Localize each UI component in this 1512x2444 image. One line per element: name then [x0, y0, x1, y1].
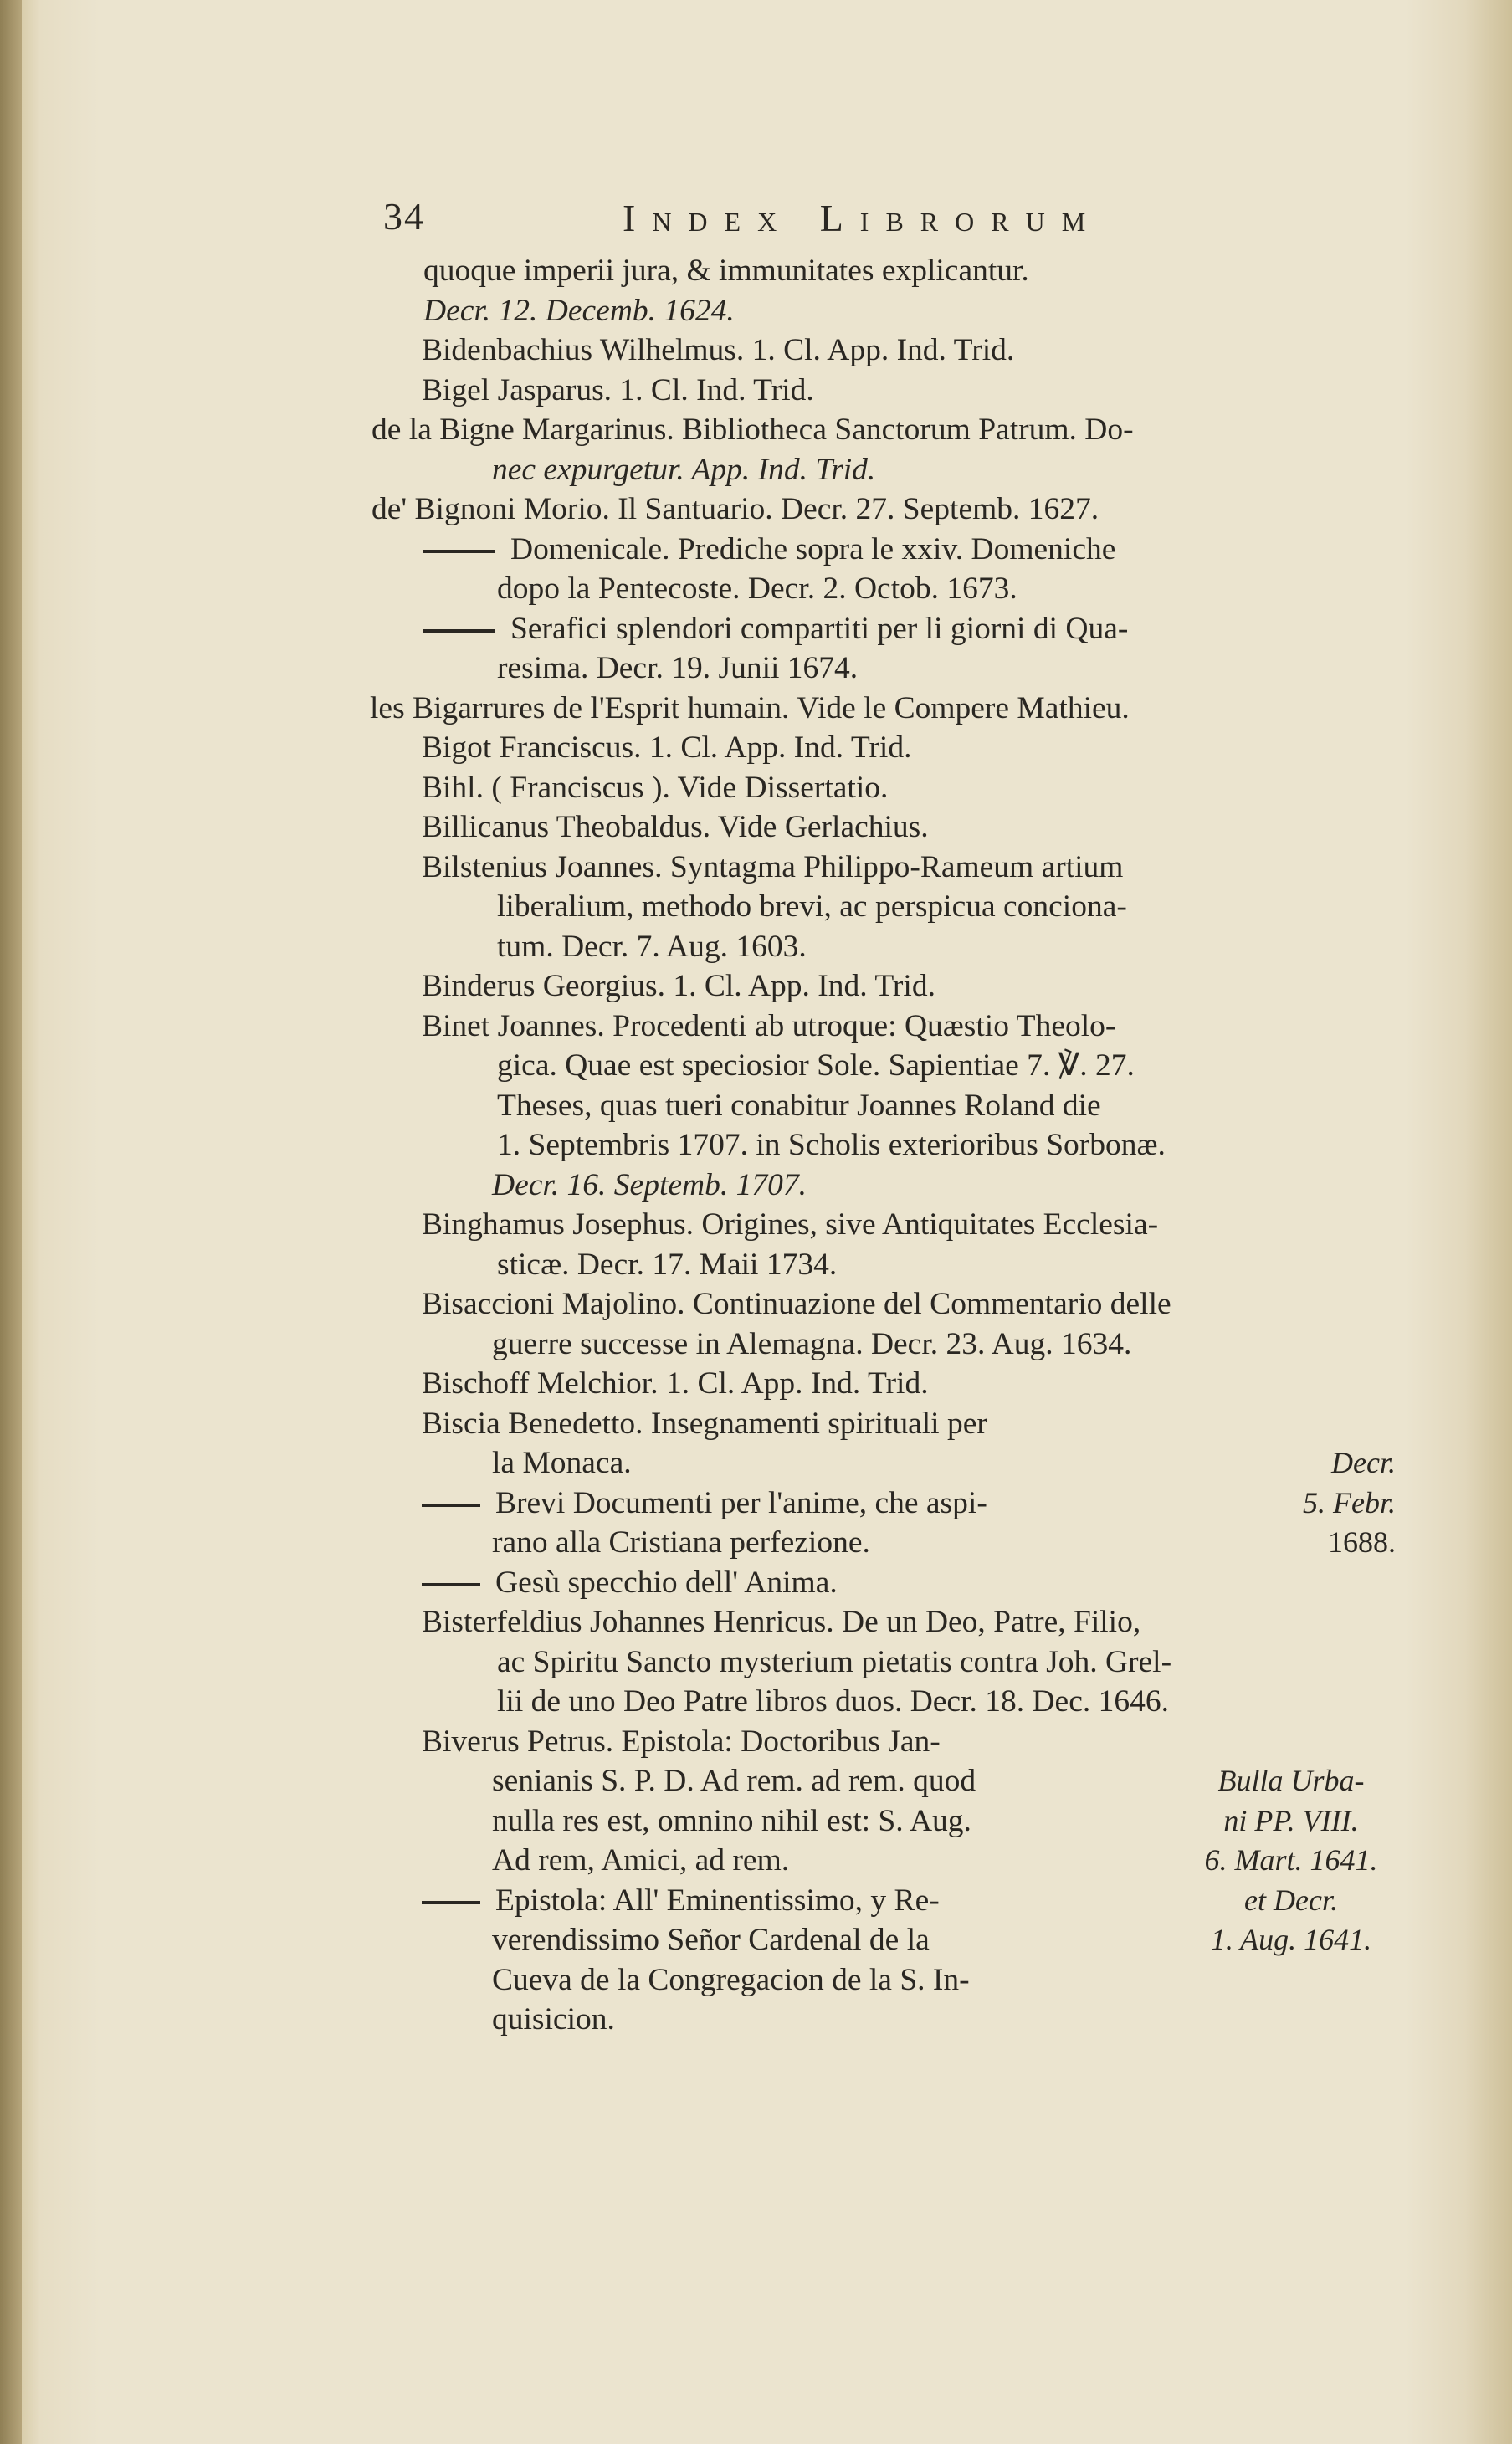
entry-line: Binghamus Josephus. Origines, sive Antiquitates Ecclesia- [422, 1207, 1159, 1242]
entry-line: Binderus Georgius. 1. Cl. App. Ind. Trid. [422, 969, 935, 1003]
page-number: 34 [383, 195, 425, 238]
entry-line: Binet Joannes. Procedenti ab utroque: Quæstio Theolo- [422, 1008, 1116, 1043]
entry-line [383, 530, 1396, 570]
decree-line: Bulla Urba- [1217, 1764, 1365, 1797]
entry-line: 1. Septembris 1707. in Scholis exterioribus Sorbonæ. [497, 1128, 1166, 1162]
entry-line: la Monaca. [492, 1446, 632, 1480]
ditto-rule [423, 550, 495, 553]
entry-line: les Bigarrures de l'Esprit humain. Vide le Compere Mathieu. [370, 690, 1130, 725]
entry-line: Bilstenius Joannes. Syntagma Philippo-Rameum artium [422, 849, 1124, 884]
entry-line: de la Bigne Margarinus. Bibliotheca Sanctorum Patrum. Do- [372, 412, 1134, 447]
entry-line: Cueva de la Congregacion de la S. In- [492, 1962, 970, 1997]
ditto-rule [423, 629, 495, 633]
decree-line: 5. Febr. [1303, 1485, 1396, 1519]
entry-line [383, 1563, 1187, 1603]
entry-line: gica. Quae est speciosior Sole. Sapientiae 7. ℣. 27. [497, 1048, 1135, 1083]
entry-line [383, 1483, 1187, 1524]
entry-line: verendissimo Señor Cardenal de la [492, 1923, 930, 1957]
running-header [383, 194, 1396, 244]
decree-line [1187, 2000, 1396, 2040]
biverus-works [383, 1722, 1187, 2040]
entry-line: lii de uno Deo Patre libros duos. Decr. 18. Dec. 1646. [497, 1684, 1169, 1719]
ditto-rule [422, 1583, 480, 1586]
decree-line: 1688. [1328, 1525, 1396, 1559]
entry-line: Decr. 12. Decemb. 1624. [423, 293, 735, 328]
decree-line [1187, 1404, 1396, 1444]
entry-line: rano alla Cristiana perfezione. [492, 1525, 870, 1560]
entry-line: Ad rem, Amici, ad rem. [492, 1843, 790, 1878]
entry-line: Theses, quas tueri conabitur Joannes Roland die [497, 1088, 1101, 1123]
decree-line: ni PP. VIII. [1223, 1803, 1359, 1837]
decree-line [1187, 1960, 1396, 2001]
entry-line: Bigel Jasparus. 1. Cl. Ind. Trid. [422, 372, 814, 407]
entry-line: Bisterfeldius Johannes Henricus. De un Deo, Patre, Filio, [422, 1605, 1141, 1639]
page-title: Index Librorum [623, 197, 1103, 239]
entry-text: Serafici splendori compartiti per li giorni di Qua- [510, 611, 1129, 646]
biscia-works [383, 1404, 1187, 1603]
decree-line [1187, 1563, 1396, 1603]
entry-line: Bigot Franciscus. 1. Cl. App. Ind. Trid. [422, 730, 912, 765]
biscia-decree [1187, 1404, 1396, 1603]
index-entries [370, 251, 1396, 2040]
entry-line [383, 1881, 1187, 1921]
entry-line: Bischoff Melchior. 1. Cl. App. Ind. Trid. [422, 1366, 929, 1401]
biverus-group [383, 1722, 1396, 2040]
entry-line: ac Spiritu Sancto mysterium pietatis contra Joh. Grel- [497, 1644, 1172, 1679]
biscia-group [383, 1404, 1396, 1603]
entry-line: Biscia Benedetto. Insegnamenti spirituali per [422, 1406, 987, 1441]
entry-line: sticæ. Decr. 17. Maii 1734. [497, 1247, 838, 1282]
ditto-rule [422, 1504, 480, 1507]
ditto-rule [422, 1901, 480, 1904]
entry-line: quoque imperii jura, & immunitates explicantur. [423, 254, 1029, 288]
entry-line: dopo la Pentecoste. Decr. 2. Octob. 1673. [497, 571, 1017, 606]
entry-line: de' Bignoni Morio. Il Santuario. Decr. 27. Septemb. 1627. [372, 492, 1099, 526]
decree-line: Decr. [1331, 1446, 1396, 1479]
entry-text: Brevi Documenti per l'anime, che aspi- [495, 1485, 987, 1520]
entry-line: guerre successe in Alemagna. Decr. 23. Aug. 1634. [492, 1326, 1132, 1361]
decree-line: 6. Mart. 1641. [1204, 1843, 1378, 1877]
entry-line: nec expurgetur. App. Ind. Trid. [492, 452, 876, 487]
entry-line: senianis S. P. D. Ad rem. ad rem. quod [492, 1764, 976, 1798]
entry-line: liberalium, methodo brevi, ac perspicua conciona- [497, 889, 1127, 924]
entry-line: quisicion. [492, 2002, 615, 2037]
entry-line: resima. Decr. 19. Junii 1674. [497, 651, 859, 685]
decree-line: 1. Aug. 1641. [1210, 1923, 1372, 1956]
book-gutter [0, 0, 22, 2444]
entry-line: Bihl. ( Franciscus ). Vide Dissertatio. [422, 770, 889, 805]
entry-line: Decr. 16. Septemb. 1707. [492, 1167, 807, 1202]
entry-line: Billicanus Theobaldus. Vide Gerlachius. [422, 810, 929, 844]
entry-line: Bidenbachius Wilhelmus. 1. Cl. App. Ind. Trid. [422, 333, 1015, 367]
decree-line [1187, 1722, 1396, 1762]
entry-text: Domenicale. Prediche sopra le xxiv. Domeniche [510, 531, 1116, 566]
entry-text: Gesù specchio dell' Anima. [495, 1565, 838, 1600]
biverus-decree [1187, 1722, 1396, 2040]
entry-line: Biverus Petrus. Epistola: Doctoribus Jan- [422, 1724, 941, 1759]
entry-line: nulla res est, omnino nihil est: S. Aug. [492, 1803, 971, 1838]
decree-line: et Decr. [1244, 1883, 1338, 1917]
entry-line: tum. Decr. 7. Aug. 1603. [497, 929, 807, 964]
entry-line: Bisaccioni Majolino. Continuazione del Commentario delle [422, 1287, 1171, 1321]
entry-text: Epistola: All' Eminentissimo, y Re- [495, 1883, 940, 1918]
entry-line [383, 609, 1396, 649]
